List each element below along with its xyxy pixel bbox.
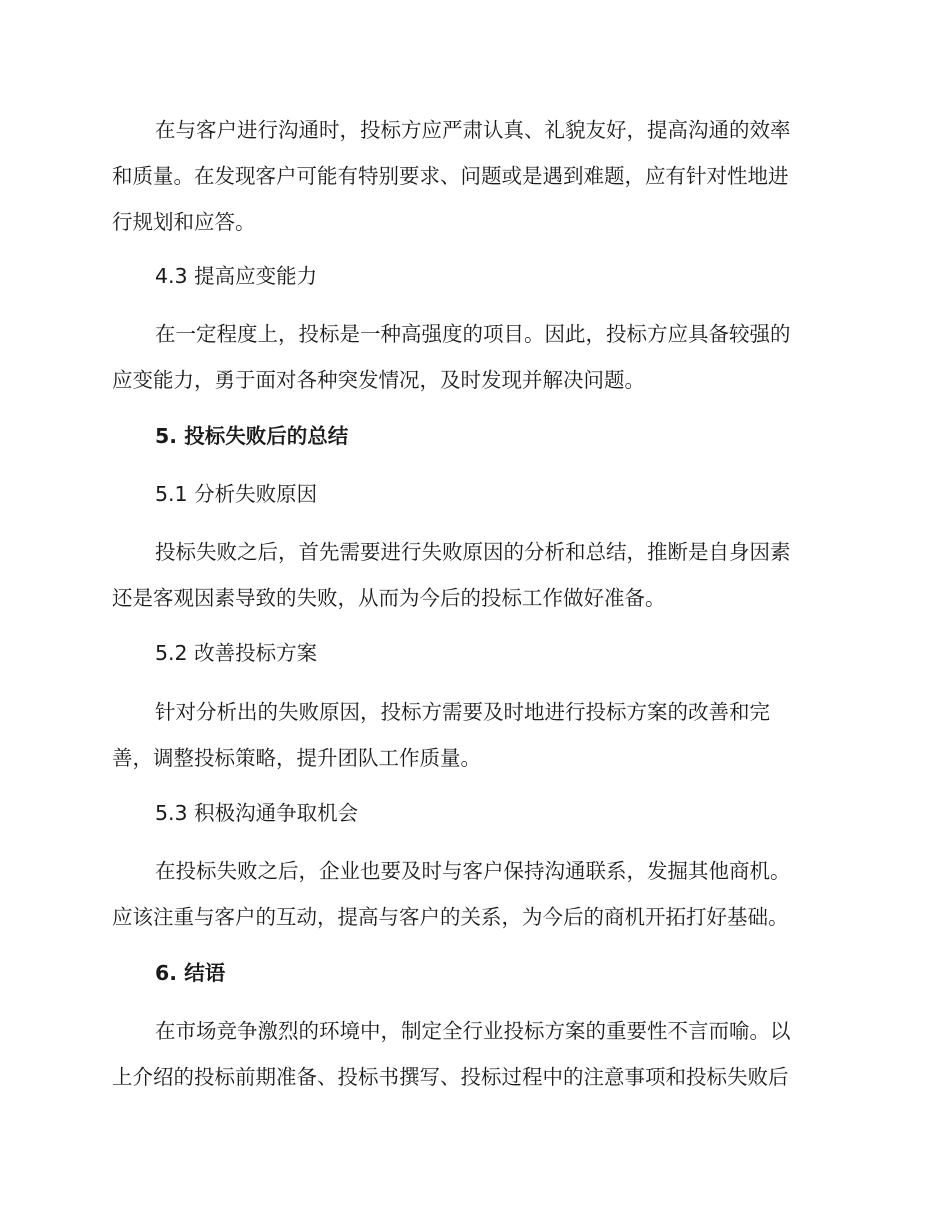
heading-text: 5. 投标失败后的总结 <box>155 424 349 448</box>
paragraph-line: 针对分析出的失败原因，投标方需要及时地进行投标方案的改善和完 <box>155 700 770 724</box>
paragraph-line: 应变能力，勇于面对各种突发情况，及时发现并解决问题。 <box>112 368 645 392</box>
paragraph-line: 还是客观因素导致的失败，从而为今后的投标工作做好准备。 <box>112 586 666 610</box>
paragraph-improve-plan <box>112 689 832 781</box>
paragraph-failure-analysis <box>112 529 832 621</box>
section-heading-4-3 <box>112 253 832 299</box>
paragraph-line: 和质量。在发现客户可能有特别要求、问题或是遇到难题，应有针对性地进 <box>112 164 789 188</box>
paragraph-line: 在与客户进行沟通时，投标方应严肃认真、礼貌友好，提高沟通的效率 <box>155 118 791 142</box>
paragraph-communication <box>112 107 832 245</box>
paragraph-line: 上介绍的投标前期准备、投标书撰写、投标过程中的注意事项和投标失败后 <box>112 1065 789 1089</box>
section-heading-5-2 <box>112 630 832 676</box>
section-heading-5-3 <box>112 790 832 836</box>
paragraph-line: 在投标失败之后，企业也要及时与客户保持沟通联系，发掘其他商机。 <box>155 859 791 883</box>
heading-text: 6. 结语 <box>155 961 226 985</box>
heading-text: 5.3 积极沟通争取机会 <box>155 801 359 825</box>
section-heading-5 <box>112 413 832 459</box>
section-heading-5-1 <box>112 471 832 517</box>
paragraph-line: 投标失败之后，首先需要进行失败原因的分析和总结，推断是自身因素 <box>155 540 791 564</box>
paragraph-line: 善，调整投标策略，提升团队工作质量。 <box>112 746 481 770</box>
section-heading-6 <box>112 950 832 996</box>
paragraph-adaptability <box>112 311 832 403</box>
paragraph-line: 在一定程度上，投标是一种高强度的项目。因此，投标方应具备较强的 <box>155 322 791 346</box>
heading-text: 5.2 改善投标方案 <box>155 641 318 665</box>
heading-text: 4.3 提高应变能力 <box>155 264 318 288</box>
paragraph-conclusion <box>112 1008 832 1100</box>
paragraph-line: 行规划和应答。 <box>112 210 256 234</box>
paragraph-keep-communicating <box>112 848 832 940</box>
heading-text: 5.1 分析失败原因 <box>155 482 318 506</box>
paragraph-line: 应该注重与客户的互动，提高与客户的关系，为今后的商机开拓打好基础。 <box>112 905 789 929</box>
paragraph-line: 在市场竞争激烈的环境中，制定全行业投标方案的重要性不言而喻。以 <box>155 1019 791 1043</box>
